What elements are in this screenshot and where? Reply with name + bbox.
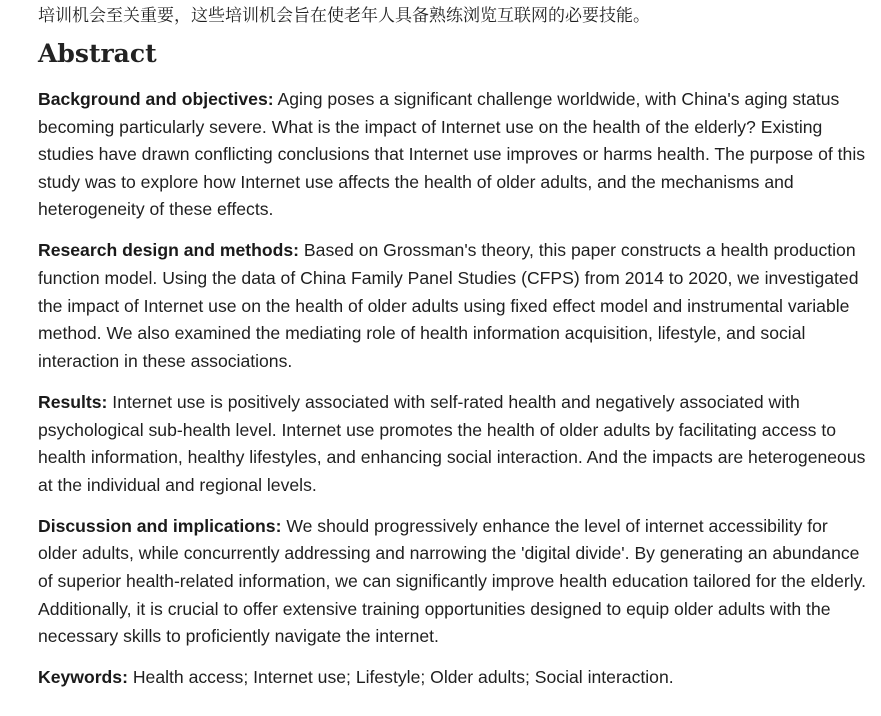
keywords-label: Keywords: xyxy=(38,667,128,688)
background-text: Aging poses a significant challenge worldwide, with China's aging status becoming particularly severe. What is the impact of Internet use on the health of the elderly? Existing studies have drawn conflicting conclusions that Internet use improves or harms health. The purpose of this study was to explore how Internet use affects the health of older adults, and the mechanisms and heterogeneity of these effects. xyxy=(38,89,866,220)
background-label: Background and objectives: xyxy=(38,89,274,109)
abstract-heading: Abstract xyxy=(38,39,157,68)
methods-label: Research design and methods: xyxy=(38,240,300,261)
translated-summary-line: 培训机会至关重要，这些培训机会旨在使老年人具备熟练浏览互联网的必要技能。 xyxy=(38,6,650,26)
discussion-label: Discussion and implications: xyxy=(38,515,282,536)
abstract-background-paragraph xyxy=(38,86,866,224)
results-text: Internet use is positively associated with self-rated health and negatively associated with psychological sub-health level. Internet use promotes the health of older adults by facilitating access to health information, healthy lifestyles, and enhancing social interaction. And the impacts are heterogeneous at the individual and regional levels. xyxy=(38,391,866,495)
abstract-keywords-paragraph xyxy=(38,664,866,692)
results-label: Results: xyxy=(38,391,108,412)
discussion-text: We should progressively enhance the level of internet accessibility for older adults, while concurrently addressing and narrowing the 'digital divide'. By generating an abundance of superior health-related information, we can significantly improve health education tailored for the elderly. Additionally, it is crucial to offer extensive training opportunities designed to equip older adults with the necessary skills to proficiently navigate the internet. xyxy=(38,515,867,647)
abstract-results-paragraph xyxy=(38,389,866,499)
methods-text: Based on Grossman's theory, this paper constructs a health production function model. Using the data of China Family Panel Studies (CFPS) from 2014 to 2020, we investigated the impact of Internet use on the health of older adults using fixed effect model and instrumental variable method. We also examined the mediating role of health information acquisition, lifestyle, and social interaction in these associations. xyxy=(38,240,859,371)
keywords-text: Health access; Internet use; Lifestyle; Older adults; Social interaction. xyxy=(127,667,674,688)
abstract-methods-paragraph xyxy=(38,237,866,375)
abstract-body xyxy=(38,86,866,705)
abstract-discussion-paragraph xyxy=(38,513,866,651)
